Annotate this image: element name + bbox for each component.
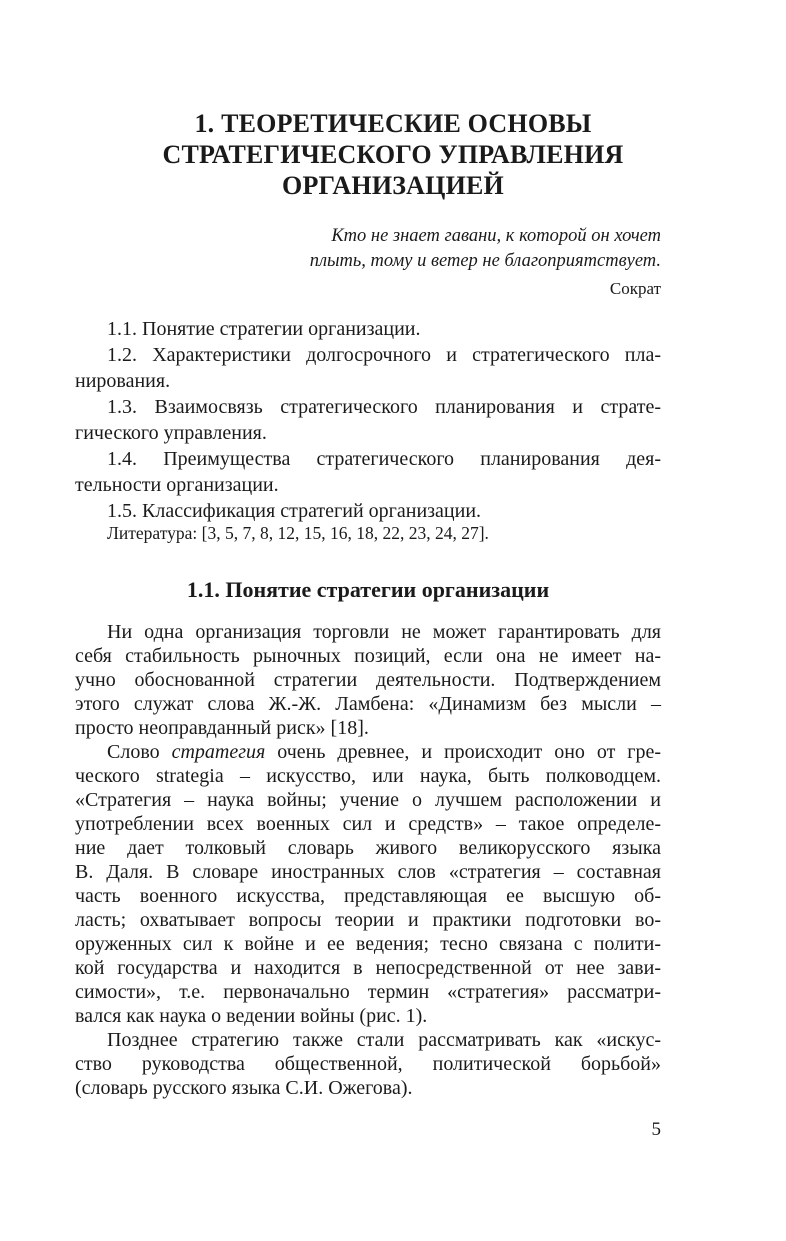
text-line: Ни одна организация торговли не может гарантировать для xyxy=(107,621,661,643)
text-line: (словарь русского языка С.И. Ожегова). xyxy=(75,1077,413,1099)
paragraph xyxy=(75,740,661,1028)
chapter-title-line: 1. ТЕОРЕТИЧЕСКИЕ ОСНОВЫ xyxy=(194,109,592,138)
page-number: 5 xyxy=(651,1119,661,1140)
text-line: симости», т.е. первоначально термин «стратегия» рассматри- xyxy=(75,981,661,1003)
text-line: просто неоправданный риск» [18]. xyxy=(75,717,369,739)
contents-item: 1.4. Преимущества стратегического планирования дея- xyxy=(107,448,661,470)
contents-item-continuation: нирования. xyxy=(75,370,171,392)
literature-references: Литература: [3, 5, 7, 8, 12, 15, 16, 18, 22, 23, 24, 27]. xyxy=(107,523,489,543)
text-line: «Стратегия – наука войны; учение о лучшем расположении и xyxy=(75,789,661,811)
contents-item: 1.3. Взаимосвязь стратегического планирования и страте- xyxy=(107,396,661,418)
text-line: ние дает толковый словарь живого великорусского языка xyxy=(75,837,661,859)
contents-item: 1.2. Характеристики долгосрочного и стратегического пла- xyxy=(107,344,661,366)
epigraph-line: плыть, тому и ветер не благоприятствует. xyxy=(309,251,661,271)
contents-item: 1.5. Классификация стратегий организации. xyxy=(107,500,482,522)
chapter-title-line: ОРГАНИЗАЦИЕЙ xyxy=(282,171,504,200)
epigraph-line: Кто не знает гавани, к которой он хочет xyxy=(331,226,661,246)
epigraph-author: Сократ xyxy=(609,279,661,298)
text-line: употреблении всех военных сил и средств» – такое определе- xyxy=(75,813,661,835)
section-title: 1.1. Понятие стратегии организации xyxy=(186,577,550,602)
text-run: Слово xyxy=(107,741,172,763)
text-line: себя стабильность рыночных позиций, если она не имеет на- xyxy=(75,645,661,667)
chapter-title xyxy=(100,108,686,201)
text-line: В. Даля. В словаре иностранных слов «стратегия – составная xyxy=(75,861,661,883)
epigraph xyxy=(310,224,661,274)
paragraph xyxy=(75,1028,661,1100)
text-line: оруженных сил к войне и ее ведения; тесно связана с полити- xyxy=(75,933,661,955)
text-line: этого служат слова Ж.-Ж. Ламбена: «Динамизм без мысли – xyxy=(75,693,661,715)
contents-item-continuation: гического управления. xyxy=(75,422,267,444)
text-line: ческого strategia – искусство, или наука, быть полководцем. xyxy=(75,765,661,787)
text-line: часть военного искусства, представляющая ее высшую об- xyxy=(75,885,661,907)
text-line: ство руководства общественной, политической борьбой» xyxy=(75,1053,661,1075)
text-line: вался как наука о ведении войны (рис. 1). xyxy=(75,1005,428,1027)
text-line: кой государства и находится в непосредственной от нее зави- xyxy=(75,957,661,979)
italic-term: стратегия xyxy=(171,741,266,763)
text-line xyxy=(75,740,661,764)
contents-item-continuation: тельности организации. xyxy=(75,474,279,496)
text-line: Позднее стратегию также стали рассматривать как «искус- xyxy=(107,1029,661,1051)
section-body xyxy=(75,620,661,1100)
chapter-contents xyxy=(75,316,661,524)
paragraph xyxy=(75,620,661,740)
text-line: учно обоснованной стратегии деятельности. Подтверждением xyxy=(75,669,661,691)
chapter-title-line: СТРАТЕГИЧЕСКОГО УПРАВЛЕНИЯ xyxy=(162,140,624,169)
text-line: ласть; охватывает вопросы теории и практики подготовки во- xyxy=(75,909,661,931)
contents-item: 1.1. Понятие стратегии организации. xyxy=(107,318,421,340)
text-run: очень древнее, и происходит оно от гре- xyxy=(265,741,661,763)
